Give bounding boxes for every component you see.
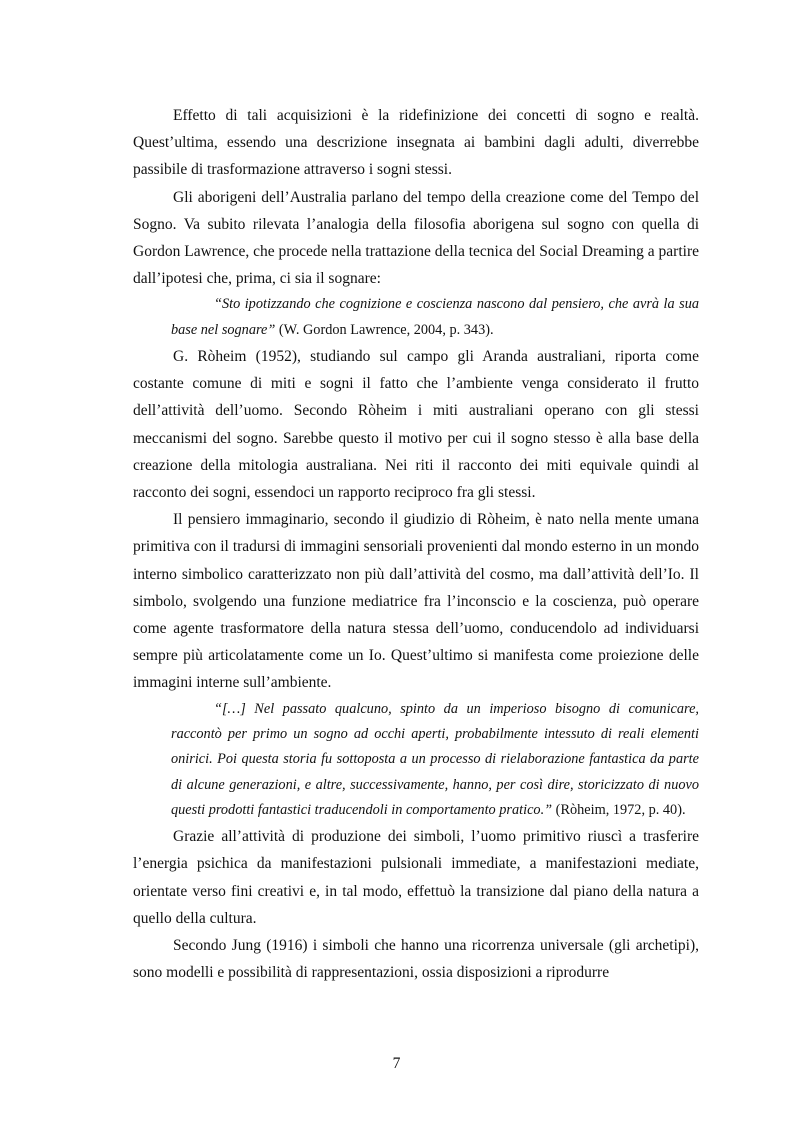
- body-text: [133, 102, 699, 986]
- quote-roheim-citation: (Ròheim, 1972, p. 40).: [552, 801, 686, 818]
- quote-roheim-text: “[…] Nel passato qualcuno, spinto da un imperioso bisogno di comunicare, raccontò per primo un sogno ad occhi aperti, probabilmente intessuto di reali elementi onirici. Poi questa storia fu sottoposta a un processo di rielaborazione fantastica da parte di alcune generazioni, e altre, successivamente, hanno, per così dire, storicizzato di nuovo questi prodotti fantastici traducendoli in comportamento pratico.”: [171, 700, 699, 818]
- block-quote-lawrence: [133, 292, 699, 343]
- block-quote-roheim: [133, 697, 699, 823]
- paragraph-2: Gli aborigeni dell’Australia parlano del tempo della creazione come del Tempo del Sogno. Va subito rilevata l’analogia della filosofia aborigena sul sogno con quella di Gordon Lawrence, che procede nella trattazione della tecnica del Social Dreaming a partire dall’ipotesi che, prima, ci sia il sognare:: [133, 188, 699, 288]
- paragraph-1: Effetto di tali acquisizioni è la ridefinizione dei concetti di sogno e realtà. Quest’ultima, essendo una descrizione insegnata ai bambini dagli adulti, diverrebbe passibile di trasformazione attraverso i sogni stessi.: [133, 107, 699, 179]
- paragraph-5: Grazie all’attività di produzione dei simboli, l’uomo primitivo riuscì a trasferire l’energia psichica da manifestazioni pulsionali immediate, a manifestazioni mediate, orientate verso fini creativi e, in tal modo, effettuò la transizione dal piano della natura a quello della cultura.: [133, 828, 699, 927]
- quote-lawrence-text: “Sto ipotizzando che cognizione e coscienza nascono dal pensiero, che avrà la sua base nel sognare”: [171, 296, 699, 338]
- paragraph-3: G. Ròheim (1952), studiando sul campo gli Aranda australiani, riporta come costante comune di miti e sogni il fatto che l’ambiente venga considerato il frutto dell’attività dell’uomo. Secondo Ròheim i miti australiani operano con gli stessi meccanismi del sogno. Sarebbe questo il motivo per cui il sogno stesso è alla base della creazione della mitologia australiana. Nei riti il racconto dei miti equivale quindi al racconto dei sogni, essendoci un rapporto reciproco fra gli stessi.: [133, 348, 699, 502]
- quote-lawrence-citation: (W. Gordon Lawrence, 2004, p. 343).: [275, 321, 494, 338]
- page-number: 7: [392, 1055, 401, 1072]
- paragraph-4: Il pensiero immaginario, secondo il giudizio di Ròheim, è nato nella mente umana primitiva con il tradursi di immagini sensoriali provenienti dal mondo esterno in un mondo interno simbolico caratterizzato non più dall’attività del cosmo, ma dall’attività dell’Io. Il simbolo, svolgendo una funzione mediatrice fra l’inconscio e la coscienza, può operare come agente trasformatore della natura stessa dell’uomo, conducendolo ad individuarsi sempre più articolatamente come un Io. Quest’ultimo si manifesta come proiezione delle immagini interne sull’ambiente.: [133, 511, 699, 692]
- paragraph-6: Secondo Jung (1916) i simboli che hanno una ricorrenza universale (gli archetipi), sono modelli e possibilità di rappresentazioni, ossia disposizioni a riprodurre: [133, 936, 699, 982]
